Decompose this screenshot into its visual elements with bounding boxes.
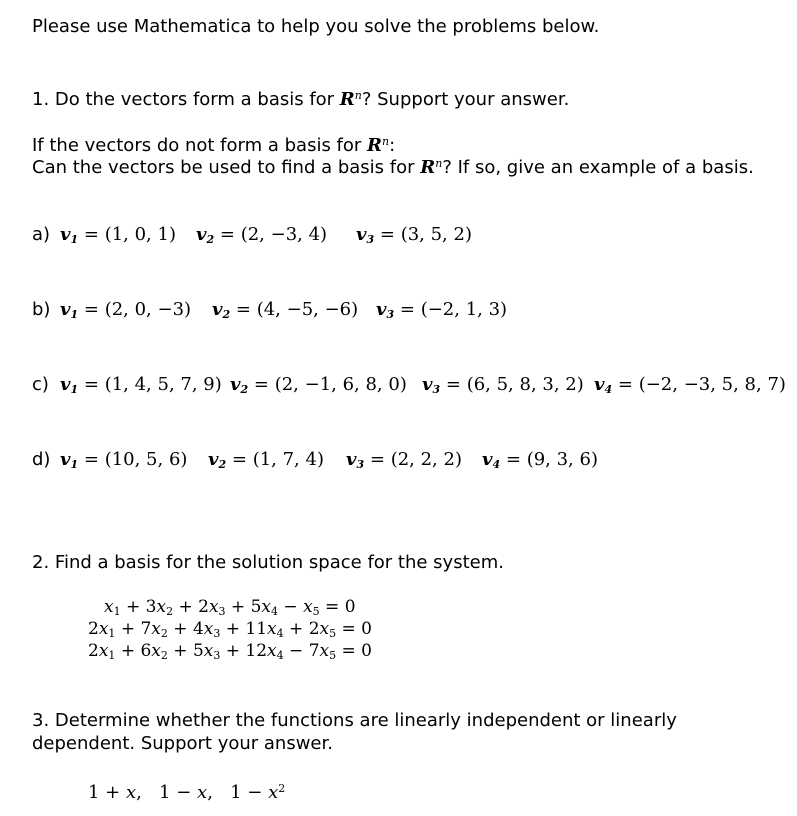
part-b-v2: $v_2 = (4$, −5, −6) <box>212 299 359 321</box>
part-b-v3: $v_3 = (-2$, 1, 3) <box>376 299 508 321</box>
q1-line2-tail: : <box>389 135 396 156</box>
q1-line3 <box>32 153 754 179</box>
part-d-v4: $v_4 = (9$, 3, 6) <box>482 449 598 471</box>
part-d-v1: $v_1 = (10$, 5, 6) <box>60 449 188 471</box>
part-c-v4: $v_4 = (-2$, −3, 5, 8, 7) <box>594 374 786 396</box>
part-c-v2: $v_2 = (2$, −1, 6, 8, 0) <box>230 374 407 396</box>
equation-1: $x_1 + 3x_2 + 2x_3 + 5x_4 - x_5 = 0$ <box>104 597 356 618</box>
part-d-v3: $v_3 = (2$, 2, 2) <box>346 449 462 471</box>
part-c-label: c) <box>32 374 49 395</box>
part-a-v2: $v_2 = (2$, −3, 4) <box>196 224 328 246</box>
q1-line3-tail: ? If so, give an example of a basis. <box>442 157 754 178</box>
part-b-v1: $v_1 = (2$, 0, −3) <box>60 299 192 321</box>
part-c-v1: $v_1 = (1$, 4, 5, 7, 9) <box>60 374 222 396</box>
q1-line2-text: If the vectors do not form a basis for <box>32 135 368 156</box>
q3-line1: 3. Determine whether the functions are linearly independent or linearly <box>32 710 677 731</box>
part-b-label: b) <box>32 299 51 320</box>
intro-text: Please use Mathematica to help you solve the problems below. <box>32 16 600 37</box>
part-d-v2: $v_2 = (1$, 7, 4) <box>208 449 324 471</box>
n-superscript: n <box>382 135 390 148</box>
part-c-v3: $v_3 = (6$, 5, 8, 3, 2) <box>422 374 584 396</box>
q1-line1-tail: ? Support your answer. <box>361 89 570 110</box>
part-a-v1: $v_1 = (1$, 0, 1) <box>60 224 176 246</box>
q1-line1 <box>32 85 569 111</box>
equation-3: $2x_1 + 6x_2 + 5x_3 + 12x_4 - 7x_5 = 0$ <box>88 641 372 662</box>
q3-line2: dependent. Support your answer. <box>32 733 333 754</box>
part-a-label: a) <box>32 224 51 245</box>
q1-line3-text: Can the vectors be used to find a basis for <box>32 157 421 178</box>
r-symbol: R <box>339 89 355 110</box>
n-superscript: n <box>435 157 443 170</box>
q2-text: 2. Find a basis for the solution space for the system. <box>32 552 504 573</box>
function-1: 1 + x, <box>88 782 142 803</box>
function-2: 1 − x, <box>159 782 213 803</box>
r-symbol: R <box>420 157 436 178</box>
function-3: $1 - x^2$ <box>230 782 286 803</box>
function-list <box>88 778 285 804</box>
equation-2: $2x_1 + 7x_2 + 4x_3 + 11x_4 + 2x_5 = 0$ <box>88 619 372 640</box>
r-symbol: R <box>367 135 382 156</box>
part-a-v3: $v_3 = (3$, 5, 2) <box>356 224 472 246</box>
q1-line1-text: 1. Do the vectors form a basis for <box>32 89 340 110</box>
n-superscript: n <box>354 89 362 102</box>
part-d-label: d) <box>32 449 51 470</box>
